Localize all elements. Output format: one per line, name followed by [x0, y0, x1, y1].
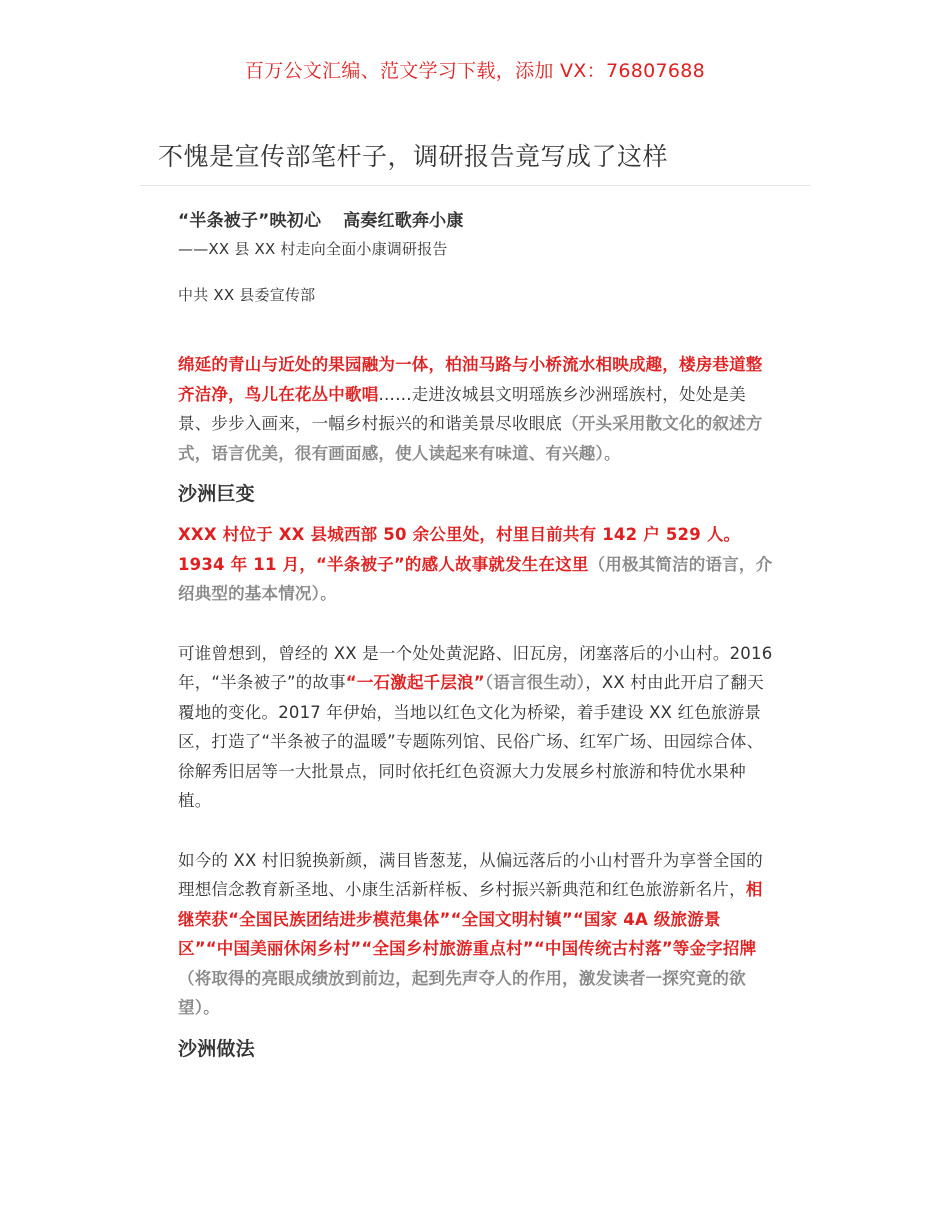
paragraph-achievements	[178, 846, 774, 1023]
annotation-gray: （将取得的亮眼成绩放到前边，起到先声夺人的作用，激发读者一探究竟的欲望）	[178, 968, 746, 1017]
paragraph-overview	[178, 520, 774, 609]
body-text: 可谁曾想到，曾经的 XX 是一个处处黄泥路、旧瓦房，闭塞落后的小山村。2016 年，“半条被子”的故事	[178, 643, 773, 692]
report-author: 中共 XX 县委宣传部	[178, 286, 316, 304]
body-text: 。	[320, 584, 337, 603]
article-body	[178, 205, 774, 1067]
report-subtitle: ——XX 县 XX 村走向全面小康调研报告	[178, 240, 448, 258]
body-text: 。	[203, 998, 220, 1017]
article-title: 不愧是宣传部笔杆子，调研报告竟写成了这样	[158, 142, 669, 171]
highlight-red: 绵延的青山与近处的果园融为一体，柏油马路与小桥流水相映成趣，楼房巷道整齐洁净，鸟儿在花丛中歌唱	[178, 355, 763, 404]
report-heading-right: 高奏红歌奔小康	[343, 211, 464, 231]
section-heading-changes: 沙洲巨变	[178, 483, 255, 505]
body-text: ……走进汝城县文明瑶族乡沙洲瑶族村，处处是美景、步步入画来，一幅乡村振兴的和谐美景尽收眼底	[178, 384, 746, 433]
annotation-gray: （用极其简洁的语言，介绍典型的基本情况）	[178, 554, 773, 603]
annotation-gray: （开头采用散文化的叙述方式，语言优美，很有画面感，使人读起来有味道、有兴趣）	[178, 414, 763, 463]
highlight-red: “一石激起千层浪”	[345, 673, 485, 692]
report-heading	[178, 205, 774, 237]
annotation-gray: （语言很生动）	[484, 673, 586, 692]
highlight-red: 相继荣获“全国民族团结进步模范集体”“全国文明村镇”“国家 4A 级旅游景区”“中国美丽休闲乡村”“全国乡村旅游重点村”“中国传统古村落”等金字招牌	[178, 880, 763, 958]
paragraph-history	[178, 639, 774, 816]
title-divider	[140, 185, 810, 186]
paragraph-intro	[178, 350, 774, 468]
report-heading-left: “半条被子”映初心	[178, 211, 322, 231]
body-text: ，XX 村由此开启了翻天覆地的变化。2017 年伊始，当地以红色文化为桥梁，着手建设 XX 红色旅游景区，打造了“半条被子的温暖”专题陈列馆、民俗广场、红军广场、田园综合体、徐解秀旧居等一大批景点，同时依托红色资源大力发展乡村旅游和特优水果种植。	[178, 673, 764, 810]
body-text: 如今的 XX 村旧貌换新颜，满目皆葱茏，从偏远落后的小山村晋升为享誉全国的理想信念教育新圣地、小康生活新样板、乡村振兴新典范和红色旅游新名片，	[178, 850, 763, 899]
promo-banner: 百万公文汇编、范文学习下载，添加 VX：76807688	[244, 60, 706, 82]
section-heading-methods: 沙洲做法	[178, 1037, 255, 1060]
highlight-red: XXX 村位于 XX 县城西部 50 余公里处，村里目前共有 142 户 529 人。1934 年 11 月，“半条被子”的感人故事就发生在这里	[178, 525, 741, 574]
body-text: 。	[603, 443, 621, 463]
